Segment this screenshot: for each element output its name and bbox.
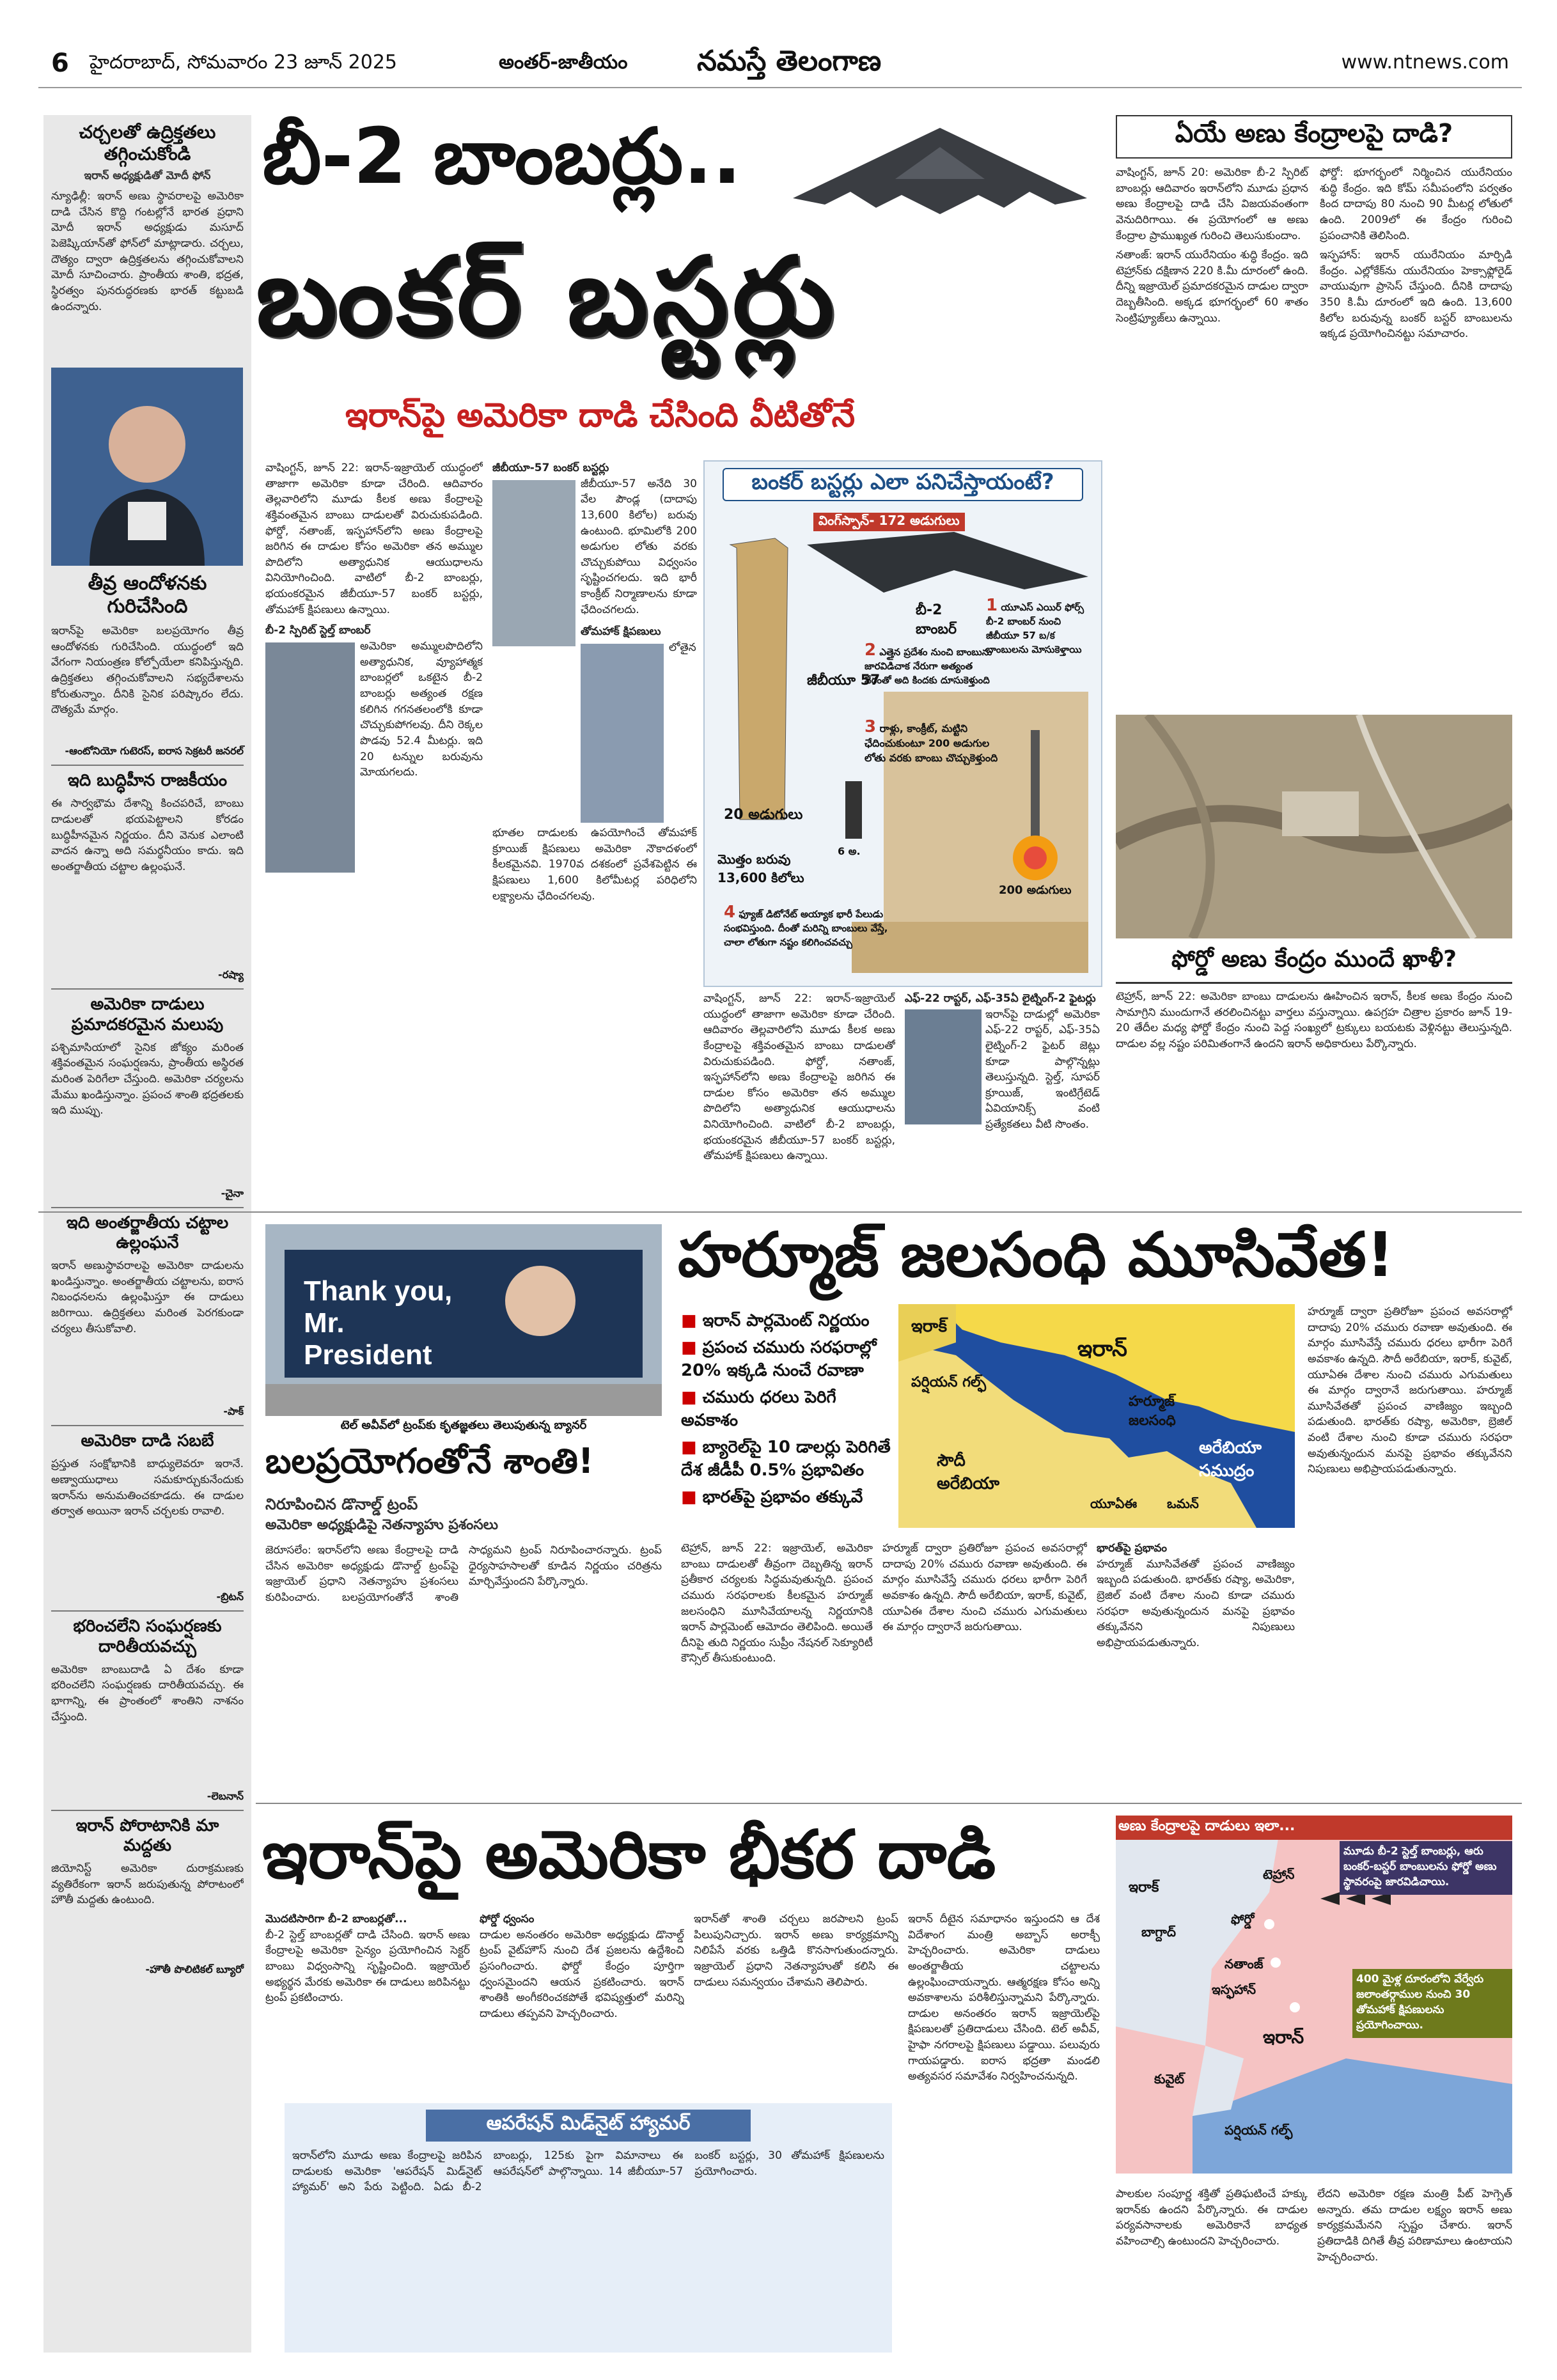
peace-story xyxy=(265,1224,662,1800)
bullet-3: ■ చమురు ధరలు పెరిగే అవకాశం xyxy=(681,1388,892,1434)
main-deck: ఇరాన్‌పై అమెరికా దాడి చేసింది వీటితోనే xyxy=(345,396,856,435)
attack-body-1: బీ-2 స్టెల్త్ బాంబర్లతో దాడి చేసింది. ఇరాన్ అణు కేంద్రాలపై అమెరికా సైన్యం ప్రయోగించిన సెక్టర్ బాంబు విధ్వంసాన్ని సృష్టించింది. ఇజ్రాయెల్ అభ్యర్థన మేరకు అమెరికా ఈ దాడులు జరిపినట్టు ట్రంప్ ప్రకటించారు. xyxy=(265,1928,470,2005)
main-body-col4 xyxy=(905,991,1100,1202)
main-body-col1 xyxy=(265,460,483,1202)
main-headline-2: బంకర్ బస్టర్లు xyxy=(256,234,838,361)
hormuz-headline: హర్మూజ్ జలసంధి మూసివేత! xyxy=(678,1219,1395,1291)
s8-body: జియోనిస్ట్ అమెరికా దురాక్రమణకు వ్యతిరేకంగా ఇరాన్ జరుపుతున్న పోరాటంలో హౌతీ మద్దతు ఉంటుంది. xyxy=(51,1862,244,1907)
peace-deck-2: అమెరికా అధ్యక్షుడిపై నెతన్యాహు ప్రశంసలు xyxy=(265,1517,498,1533)
page-number: 6 xyxy=(51,49,69,78)
attack-body-2: దాడుల అనంతరం అమెరికా అధ్యక్షుడు డొనాల్డ్ ట్రంప్ వైట్‌హౌస్ నుంచి దేశ ప్రజలను ఉద్దేశించి ప్రసంగించారు. ఫోర్డో కేంద్రం పూర్తిగా ధ్వంసమైందని ఆయన ప్రకటించారు. ఇరాన్ శాంతికి అంగీకరించకపోతే భవిష్యత్తులో మరిన్ని దాడులు తప్పవని హెచ్చరించారు. xyxy=(480,1928,684,2020)
attack-map xyxy=(1116,1816,1512,2174)
attack-col2 xyxy=(480,1911,684,2097)
s8-headline: ఇరాన్ పోరాటానికి మా మద్దతు xyxy=(75,1816,219,1855)
peace-headline: బలప్రయోగంతోనే శాంతి! xyxy=(265,1441,594,1481)
s7-headline: భరించలేని సంఘర్షణకు దారితీయవచ్చు xyxy=(73,1617,222,1656)
attack-body-6: పాలకుల సంపూర్ణ శక్తితో ప్రతిఘటించే హక్కు ఇరాన్‌కు ఉందని పేర్కొన్నారు. ఈ దాడుల పర్యవసానాలకు అమెరికానే బాధ్యత వహించాల్సి ఉంటుందని హెచ్చరించారు. xyxy=(1116,2188,1308,2248)
s2-body: ఇరాన్‌పై అమెరికా బలప్రయోగం తీవ్ర ఆందోళనకు గురిచేసింది. యుద్ధంలో ఇది వేగంగా నియంత్రణ కోల్పోయేలా కనిపిస్తున్నది. ఉద్రిక్తతలు తగ్గించుకోవాలని సభ్యదేశాలను కోరుతున్నాం. దీనికి సైనిక పరిష్కారం లేదు. దౌత్యమే మార్గం. xyxy=(51,625,244,717)
s3-body: ఈ సార్వభౌమ దేశాన్ని కించపరిచే, బాంబు దాడులతో భయపెట్టాలని కోరడం బుద్ధిహీనమైన నిర్ణయం. దీని వెనుక ఎలాంటి వాదన ఉన్నా అది సమర్థనీయం కాదు. ఇది అంతర్జాతీయ చట్టాల ఉల్లంఘనే. xyxy=(51,797,244,873)
s6-quote: -బ్రిటన్ xyxy=(216,1591,244,1603)
s7-body: అమెరికా బాంబుదాడి ఏ దేశం కూడా భరించలేని సంఘర్షణకు దారితీయవచ్చు. ఈ భాగాన్ని, ఈ ప్రాంతంలో శాంతిని నాశనం చేస్తుంది. xyxy=(51,1663,244,1723)
f22-label: ఎఫ్-22 రాప్టర్, ఎఫ్-35ఏ లైట్నింగ్-2 ఫైటర్లు xyxy=(905,992,1096,1005)
section-name: అంతర్-జాతీయం xyxy=(499,51,628,74)
step-3: 3 రాళ్లు, కాంక్రీట్, మట్టిని ఛేదించుకుంటూ 200 అడుగుల లోతు వరకు బాంబు చొచ్చుకెళ్తుంది xyxy=(865,717,998,764)
portrait-image xyxy=(51,368,243,566)
map-iraq: ఇరాక్ xyxy=(911,1317,948,1336)
depth-label: 200 అడుగులు xyxy=(999,883,1072,897)
hormuz-body-5: హర్మూజ్ మూసివేతతో ప్రపంచ వాణిజ్యం ఇబ్బంది పడుతుంది. భారత్‌కు రష్యా, అమెరికా, బ్రెజిల్ వంటి దేశాల నుంచి కూడా చమురు సరఫరా అవుతున్నందున మనపై ప్రభావం తక్కువేనని నిపుణులు అభిప్రాయపడుతున్నారు. xyxy=(1308,1384,1512,1476)
left-column xyxy=(43,115,251,2353)
peace-body: జెరూసలేం: ఇరాన్‌లోని అణు కేంద్రాలపై దాడి చేసిన అమెరికా అధ్యక్షుడు డొనాల్డ్ ట్రంప్‌పై ఇజ్రాయెల్ ప్రధాని నెతన్యాహు ప్రశంసలు కురిపించారు. బలప్రయోగంతోనే శాంతి సాధ్యమని ట్రంప్ నిరూపించారన్నారు. ట్రంప్ ధైర్యసాహసాలతో కూడిన నిర్ణయం చరిత్రను మార్చివేస్తుందని పేర్కొన్నారు. xyxy=(265,1544,662,1604)
b2-bomber-image xyxy=(786,102,1093,249)
s3-quote: -రష్యా xyxy=(218,968,244,981)
fordo-text: ఫోర్డో: భూగర్భంలో నిర్మించిన యురేనియం శుద్ధి కేంద్రం. ఇది కోమ్ సమీపంలోని పర్వతం కింద దాదాపు 80 నుంచి 90 మీటర్ల లోతులో ఉంది. 2009లో ఈ కేంద్రం గురించి ప్రపంచానికి తెలిసింది. xyxy=(1320,166,1512,242)
hormuz-body-col4 xyxy=(1308,1304,1512,1796)
natanz-text: నతాంజ్: ఇరాన్ యురేనియం శుద్ధి కేంద్రం. ఇది టెహ్రాన్‌కు దక్షిణాన 220 కి.మీ దూరంలో ఉంది. దీన్ని ఇజ్రాయెల్ ప్రమాదకరమైన దాడుల ద్వారా దెబ్బతీసింది. అక్కడ భూగర్భంలో 60 శాతం సెంట్రిఫ్యూజ్‌లు ఉన్నాయి. xyxy=(1116,249,1308,325)
peace-deck-1: నిరూపించిన డొనాల్డ్ ట్రంప్ xyxy=(265,1495,418,1513)
main-body-1: వాషింగ్టన్, జూన్ 22: ఇరాన్-ఇజ్రాయెల్ యుద్ధంలో తాజాగా అమెరికా కూడా చేరింది. ఆదివారం తెల్లవారిలోని మూడు కీలక అణు కేంద్రాలపై శక్తివంతమైన బాంబు దాడులతో విరుచుకుపడింది. ఫోర్డో, నతాంజ్, ఇస్ఫహాన్‌లోని అణు కేంద్రాలపై జరిగిన ఈ దాడుల కోసం అమెరికా తన అమ్ముల పొదిలోని అత్యాధునిక ఆయుధాలను వినియోగించింది. వాటిలో బీ-2 బాంబర్లు, భయంకరమైన జీబీయూ-57 బంకర్ బస్టర్లు, తోమహాక్ క్షిపణులు ఉన్నాయి. xyxy=(265,462,483,616)
banner-text: Thank you, Mr. President xyxy=(304,1275,453,1371)
map-gulf: పర్షియన్ గల్ఫ్ xyxy=(911,1374,986,1390)
hormuz-body-1: టెహ్రాన్, జూన్ 22: ఇజ్రాయెల్, అమెరికా బాంబు దాడులతో తీవ్రంగా దెబ్బతిన్న ఇరాన్ ప్రతీకార చర్యలకు సిద్ధమవుతున్నది. ప్రపంచ చమురు సరఫరాలకు కీలకమైన హర్మూజ్ జలసంధిని మూసివేయాలన్న నిర్ణయానికి ఇరాన్ పార్లమెంట్ ఆమోదం తెలిపింది. అయితే దీనిపై తుది నిర్ణయం సుప్రీం నేషనల్ సెక్యూరిటీ కౌన్సిల్ తీసుకుంటుంది. xyxy=(681,1542,873,1665)
step-2: 2 ఎత్తైన ప్రదేశం నుంచి బాంబును జారవిడిచాక నేరుగా అత్యంత వేగంతో అది కిందకు దూసుకెళ్తుంది xyxy=(865,641,992,686)
b2-body: అమెరికా అమ్ములపొదిలోని అత్యాధునిక, వ్యూహాత్మక బాంబర్లలో ఒకటైన బీ-2 బాంబర్లు అత్యంత రక్షణ కలిగిన గగనతలంలోకి కూడా చొచ్చుకుపోగలవు. దీని రెక్కల పొడవు 52.4 మీటర్లు. ఇది 20 టన్నుల బరువును మోయగలదు. xyxy=(360,640,483,779)
hormuz-body-col2 xyxy=(882,1541,1087,1796)
map-saudi: సౌదీ అరేబియా xyxy=(937,1451,1000,1493)
gbu-body: జీబీయూ-57 అనేది 30 వేల పౌండ్ల (దాదాపు 13,600 కిలోల) బరువు ఉంటుంది. భూమిలోకి 200 అడుగుల లోతు వరకు చొచ్చుకుపోయి విధ్వంసం సృష్టించగలదు. ఇది భారీ కాంక్రీట్ నిర్మాణాలను కూడా ఛేదించగలదు. xyxy=(581,477,697,616)
attack-col6 xyxy=(1317,2186,1512,2353)
f22-body: ఇరాన్‌పై దాడుల్లో అమెరికా ఎఫ్-22 రాప్టర్, ఎఫ్-35ఏ లైట్నింగ్-2 ఫైటర్ జెట్లు కూడా పాల్గొన్నట్లు తెలుస్తున్నది. స్టెల్త్, సూపర్ క్రూయిజ్, ఇంటిగ్రేటెడ్ ఏవియానిక్స్ వంటి ప్రత్యేకతలు వీటి సొంతం. xyxy=(985,1007,1100,1132)
site-url[interactable]: www.ntnews.com xyxy=(1341,51,1509,74)
bomb-weight: మొత్తం బరువు 13,600 కిలోలు xyxy=(717,852,804,885)
attack-col3 xyxy=(694,1911,898,2097)
gbu-tag: జీబీయూ 57 xyxy=(807,673,880,688)
hormuz-body-2: హర్మూజ్ ద్వారా ప్రతిరోజూ ప్రపంచ అవసరాల్లో దాదాపు 20% చమురు రవాణా అవుతుంది. ఈ మార్గం మూసివేస్తే చమురు ధరలు భారీగా పెరిగే అవకాశం ఉన్నది. సౌదీ అరేబియా, ఇరాక్, కువైట్, యూఏఈ దేశాల నుంచి చమురు ఎగుమతులు ఈ మార్గం ద్వారానే జరుగుతాయి. xyxy=(882,1542,1087,1634)
main-body-col2 xyxy=(492,460,697,1202)
attack-col5 xyxy=(1116,2186,1308,2353)
map-baghdad: బాగ్దాద్ xyxy=(1141,1924,1176,1940)
map-kuwait: కువైట్ xyxy=(1154,2071,1185,2087)
s5-body: ఇరాన్ అణుస్థావరాలపై అమెరికా దాడులను ఖండిస్తున్నాం. అంతర్జాతీయ చట్టాలను, ఐరాస నిబంధనలను ఉల్లంఘిస్తూ ఈ దాడులు జరిగాయి. ఉద్రిక్తతలు మరింత పెరగకుండా చర్యలు తీసుకోవాలి. xyxy=(51,1259,244,1335)
step-1: 1 యూఎస్ ఎయిర్ ఫోర్స్ బీ-2 బాంబర్ నుంచి జీబీయూ 57 బ/క బాంబులను మోసుకెళ్తాయి xyxy=(986,596,1084,655)
map-uae: యూఏఈ xyxy=(1090,1496,1138,1511)
fordo-body: టెహ్రాన్, జూన్ 22: అమెరికా బాంబు దాడులను ఊహించిన ఇరాన్, కీలక అణు కేంద్రం నుంచి సామాగ్రిని ముందుగానే తరలించినట్టు వార్తలు వస్తున్నాయి. ఉపగ్రహ చిత్రాల ప్రకారం జూన్ 19-20 తేదీల మధ్య ఫోర్డో కేంద్రం నుంచి పెద్ద సంఖ్యలో ట్రక్కులు బయటకు వెళ్లినట్టు తెలుస్తున్నది. దాడుల వల్ల నష్టం పరిమితంగానే ఉందని ఇరాన్ అధికారులు పేర్కొన్నారు. xyxy=(1116,990,1512,1050)
hormuz-bullets xyxy=(681,1307,892,1514)
s2-quote: -ఆంటోనియో గుటెరస్, ఐరాస సెక్రటరీ జనరల్ xyxy=(65,745,244,758)
hormuz-map xyxy=(898,1304,1295,1528)
peace-photo-caption: టెల్ అవీవ్‌లో ట్రంప్‌కు కృతజ్ఞతలు తెలుపుతున్న బ్యానర్ xyxy=(340,1419,587,1432)
hormuz-body-4: హర్మూజ్ ద్వారా ప్రతిరోజూ ప్రపంచ అవసరాల్లో దాదాపు 20% చమురు రవాణా అవుతుంది. ఈ మార్గం మూసివేస్తే చమురు ధరలు భారీగా పెరిగే అవకాశం ఉన్నది. సౌదీ అరేబియా, ఇరాక్, కువైట్, యూఏఈ దేశాల నుంచి చమురు ఎగుమతులు ఈ మార్గం ద్వారానే జరుగుతాయి. xyxy=(1308,1305,1512,1397)
step-2-text: ఎత్తైన ప్రదేశం నుంచి బాంబును జారవిడిచాక నేరుగా అత్యంత వేగంతో అది కిందకు దూసుకెళ్తుంది xyxy=(865,646,992,686)
b2-tag: బీ-2 బాంబర్ xyxy=(916,602,957,637)
s5-headline: ఇది అంతర్జాతీయ చట్టాల ఉల్లంఘనే xyxy=(66,1213,229,1252)
map-gulf-2: పర్షియన్ గల్ఫ్ xyxy=(1224,2122,1293,2138)
map-box-2: 400 మైళ్ల దూరంలోని వేర్వేరు జలాంతర్గాముల నుంచి 30 తోమహాక్ క్షిపణులను ప్రయోగించాయి. xyxy=(1352,1969,1512,2038)
infographic-title: బంకర్ బస్టర్లు ఎలా పనిచేస్తాయంటే? xyxy=(723,468,1083,501)
bullet-1: ■ ఇరాన్ పార్లమెంట్ నిర్ణయం xyxy=(681,1311,892,1334)
masthead: నమస్తే తెలంగాణ xyxy=(697,45,882,77)
divider xyxy=(38,1211,1522,1213)
peace-photo xyxy=(265,1224,662,1416)
map-iraq-2: ఇరాక్ xyxy=(1129,1879,1159,1895)
hormuz-body-3: హర్మూజ్ మూసివేతతో ప్రపంచ వాణిజ్యం ఇబ్బంది పడుతుంది. భారత్‌కు రష్యా, అమెరికా, బ్రెజిల్ వంటి దేశాల నుంచి కూడా చమురు సరఫరా అవుతున్నందున మనపై ప్రభావం తక్కువేనని నిపుణులు అభిప్రాయపడుతున్నారు. xyxy=(1097,1557,1295,1649)
map-hormuz: హర్మూజ్ జలసంధి xyxy=(1129,1394,1176,1429)
map-isfahan: ఇస్ఫహాన్ xyxy=(1212,1982,1256,1997)
toma-label: తోమహాక్ క్షిపణులు xyxy=(581,625,661,639)
gbu-photo xyxy=(492,480,575,646)
right-body-wrap xyxy=(1116,165,1512,708)
map-fordo: ఫోర్డో xyxy=(1231,1911,1255,1927)
india-impact-head: భారత్‌పై ప్రభావం xyxy=(1097,1542,1168,1555)
attack-body-7: లేదని అమెరికా రక్షణ మంత్రి పీట్ హెగ్సెత్ అన్నారు. తమ దాడుల లక్ష్యం ఇరాన్ అణు కార్యక్రమమేనని స్పష్టం చేశారు. ఇరాన్ ప్రతిదాడికి దిగితే తీవ్ర పరిణామాలు ఉంటాయని హెచ్చరించారు. xyxy=(1317,2188,1512,2264)
map-box-1: మూడు బీ-2 స్టెల్త్ బాంబర్లు, ఆరు బంకర్-బస్టర్ బాంబులను ఫోర్డో అణు స్థావరంపై జారవిడిచాయి. xyxy=(1340,1841,1512,1895)
person-height: 6 అ. xyxy=(838,845,861,857)
operation-box xyxy=(285,2103,892,2353)
main-headline-1: బీ-2 బాంబర్లు.. xyxy=(262,113,742,201)
attack-headline: ఇరాన్‌పై అమెరికా భీకర దాడి xyxy=(262,1816,996,1894)
s1-subhead: ఇరాన్ అధ్యక్షుడితో మోదీ ఫోన్ xyxy=(84,169,211,183)
attack-body-3: ఇరాన్‌తో శాంతి చర్చలు జరపాలని ట్రంప్ పిలుపునిచ్చారు. ఇరాన్ అణు కార్యక్రమాన్ని నిలిపేసే వరకు ఒత్తిడి కొనసాగుతుందన్నారు. ఇజ్రాయెల్ ప్రధాని నెతన్యాహుతో కలిసి ఈ దాడులు సమన్వయం చేశామని తెలిపారు. xyxy=(694,1913,898,1989)
map-iran-2: ఇరాన్ xyxy=(1263,2026,1304,2048)
s6-headline: అమెరికా దాడి సబబే xyxy=(81,1431,214,1451)
s4-body: పశ్చిమాసియాలో సైనిక జోక్యం మరింత శక్తివంతమైన సంఘర్షణను, ప్రాంతీయ అస్థిరత మరింత పెరిగేలా చేస్తుంది. అమెరికా చర్యలను మేము ఖండిస్తున్నాం. ప్రపంచ శాంతి భద్రతలకు ఇది ముప్పు. xyxy=(51,1041,244,1117)
step-4: 4 ఫ్యూజ్ డిటోనేట్ అయ్యాక భారీ పేలుడు సంభవిస్తుంది. దీంతో మరిన్ని బాంబులు వేస్తే, చాలా లోతుగా నష్టం కలిగించవచ్చు xyxy=(724,903,888,948)
main-body-3: వాషింగ్టన్, జూన్ 22: ఇరాన్-ఇజ్రాయెల్ యుద్ధంలో తాజాగా అమెరికా కూడా చేరింది. ఆదివారం తెల్లవారిలోని మూడు కీలక అణు కేంద్రాలపై శక్తివంతమైన బాంబు దాడులతో విరుచుకుపడింది. ఫోర్డో, నతాంజ్, ఇస్ఫహాన్‌లోని అణు కేంద్రాలపై జరిగిన ఈ దాడుల కోసం అమెరికా తన అమ్ముల పొదిలోని అత్యాధునిక ఆయుధాలను వినియోగించింది. వాటిలో బీ-2 బాంబర్లు, భయంకరమైన జీబీయూ-57 బంకర్ బస్టర్లు, తోమహాక్ క్షిపణులు ఉన్నాయి. xyxy=(703,992,895,1163)
bullet-2: ■ ప్రపంచ చమురు సరఫరాల్లో 20% ఇక్కడి నుంచే రవాణా xyxy=(681,1338,892,1384)
attack-body-4: ఇరాన్ దీటైన సమాధానం ఇస్తుందని ఆ దేశ విదేశాంగ మంత్రి అబ్బాస్ అరాక్చీ హెచ్చరించారు. అమెరికా దాడులు అంతర్జాతీయ చట్టాలను ఉల్లంఘించాయన్నారు. ఆత్మరక్షణ కోసం అన్ని అవకాశాలను పరిశీలిస్తున్నామని పేర్కొన్నారు. xyxy=(908,1913,1100,2005)
isfahan-text: ఇస్ఫహాన్: ఇరాన్ యురేనియం మార్పిడి కేంద్రం. ఎల్లోకేక్‌ను యురేనియం హెక్సాఫ్లోరైడ్ వాయువుగా ప్రాసెస్ చేస్తుంది. దీనికి దాదాపు 350 కి.మీ దూరంలో ఇది ఉంది. 13,600 కిలోల బరువున్న బంకర్ బస్టర్ బాంబులను ఇక్కడ ప్రయోగించినట్టు సమాచారం. xyxy=(1320,249,1512,341)
f22-photo xyxy=(905,1009,982,1124)
s4-quote: -చైనా xyxy=(221,1186,244,1199)
right-column xyxy=(1116,115,1512,1202)
map-natanz: నతాంజ్ xyxy=(1224,1956,1264,1972)
operation-body: ఇరాన్‌లోని మూడు అణు కేంద్రాలపై జరిపిన దాడులకు అమెరికా 'ఆపరేషన్ మిడ్‌నైట్ హ్యామర్' అని పేరు పెట్టింది. ఏడు బీ-2 బాంబర్లు, 125కు పైగా విమానాలు ఈ ఆపరేషన్‌లో పాల్గొన్నాయి. 14 జీబీయూ-57 బంకర్ బస్టర్లు, 30 తోమహాక్ క్షిపణులను ప్రయోగించారు. xyxy=(292,2149,884,2194)
map-oman: ఒమన్ xyxy=(1167,1496,1199,1511)
bullet-5: ■ భారత్‌పై ప్రభావం తక్కువే xyxy=(681,1488,892,1511)
bomb-length: 20 అడుగులు xyxy=(724,807,803,823)
s4-headline: అమెరికా దాడులు ప్రమాదకరమైన మలుపు xyxy=(71,995,224,1034)
fordo-heading: ఫోర్డో అణు కేంద్రం ముందే ఖాళీ? xyxy=(1116,942,1512,984)
bunker-buster-infographic xyxy=(703,460,1102,987)
tomahawk-photo xyxy=(581,644,664,823)
gbu-label: జీబీయూ-57 బంకర్ బస్టర్లు xyxy=(492,462,609,474)
divider-2 xyxy=(256,1803,1522,1804)
s6-body: ప్రస్తుత సంక్షోభానికి బాధ్యులెవరూ ఇరానే. అణ్వాయుధాలు సమకూర్చుకునేందుకు ఇరాన్‌ను అనుమతించకూడదు. ఈ దాడుల తర్వాత అయినా ఇరాన్ చర్చలకు రావాలి. xyxy=(51,1458,244,1518)
b2-label: బీ-2 స్పిరిట్ స్టెల్త్ బాంబర్ xyxy=(265,624,371,637)
fordo-destroyed-sub: ఫోర్డో ధ్వంసం xyxy=(480,1913,535,1925)
main-body-col3 xyxy=(703,991,895,1202)
dateline: హైదరాబాద్, సోమవారం 23 జూన్ 2025 xyxy=(90,51,398,74)
step-1-text: యూఎస్ ఎయిర్ ఫోర్స్ బీ-2 బాంబర్ నుంచి జీబీయూ 57 బ/క బాంబులను మోసుకెళ్తాయి xyxy=(986,602,1084,655)
b2-photo xyxy=(265,642,355,873)
map-tehran: టెహ్రాన్ xyxy=(1263,1867,1295,1882)
attack-first-sub: మొదటిసారిగా బీ-2 బాంబర్లతో... xyxy=(265,1913,407,1925)
hormuz-body-col3 xyxy=(1097,1541,1295,1796)
hormuz-body-col1 xyxy=(681,1541,873,1796)
s8-quote: -హౌతీ పొలిటికల్ బ్యూరో xyxy=(145,1963,244,1976)
s3-headline: ఇది బుద్ధిహీన రాజకీయం xyxy=(67,771,228,791)
s1-headline: చర్చలతో ఉద్రిక్తతలు తగ్గించుకోండి xyxy=(79,121,216,164)
attack-col4 xyxy=(908,1911,1100,2353)
right-heading: ఏయే అణు కేంద్రాలపై దాడి? xyxy=(1116,115,1512,159)
map-iran: ఇరాన్ xyxy=(1077,1336,1127,1362)
operation-title: ఆపరేషన్ మిడ్‌నైట్ హ్యామర్ xyxy=(426,2110,751,2142)
s1-body: న్యూఢిల్లీ: ఇరాన్ అణు స్థావరాలపై అమెరికా దాడి చేసిన కొద్ది గంటల్లోనే భారత ప్రధాని మోదీ ఇరాన్ అధ్యక్షుడు మసూద్ పెజెష్కియాన్‌తో ఫోన్‌లో మాట్లాడారు. చర్చలు, దౌత్యం ద్వారా ఉద్రిక్తతలను తగ్గించుకోవాలని మోదీ సూచించారు. ప్రాంతీయ శాంతి, భద్రత, స్థిరత్వం పునరుద్ధరణకు భారత్ కట్టుబడి ఉందన్నారు. xyxy=(51,190,244,313)
step-3-text: రాళ్లు, కాంక్రీట్, మట్టిని ఛేదించుకుంటూ 200 అడుగుల లోతు వరకు బాంబు చొచ్చుకెళ్తుంది xyxy=(865,722,998,764)
map-arabian-sea: అరేబియా సముద్రం xyxy=(1199,1438,1262,1481)
s7-quote: -లెబనాన్ xyxy=(207,1789,244,1802)
bullet-4: ■ బ్యారెల్‌పై 10 డాలర్లు పెరిగితే దేశ జీడీపీ 0.5% ప్రభావితం xyxy=(681,1438,892,1484)
attack-body-5: దాడుల అనంతరం ఇరాన్ ఇజ్రాయెల్‌పై క్షిపణులతో ప్రతిదాడులు చేసింది. టెల్ అవీవ్, హైఫా నగరాలపై క్షిపణులు పడ్డాయి. పలువురు గాయపడ్డారు. ఐరాస భద్రతా మండలి అత్యవసర సమావేశం నిర్వహించనున్నది. xyxy=(908,2007,1100,2083)
toma-body: లోతైన భూతల దాడులకు ఉపయోగించే తోమహాక్ క్రూయిజ్ క్షిపణులు అమెరికా నౌకాదళంలో కీలకమైనవి. 1970వ దశకంలో ప్రవేశపెట్టిన ఈ క్షిపణులు 1,600 కిలోమీటర్ల పరిధిలోని లక్ష్యాలను ఛేదించగలవు. xyxy=(492,641,697,903)
s5-quote: -పాక్ xyxy=(223,1405,244,1418)
wingspan-label: వింగ్‌స్పాన్- 172 అడుగులు xyxy=(813,513,965,531)
satellite-image xyxy=(1116,715,1512,938)
s2-headline: తీవ్ర ఆందోళనకు గురిచేసింది xyxy=(88,572,207,618)
step-4-text: ఫ్యూజ్ డిటోనేట్ అయ్యాక భారీ పేలుడు సంభవిస్తుంది. దీంతో మరిన్ని బాంబులు వేస్తే, చాలా లోతుగా నష్టం కలిగించవచ్చు xyxy=(724,908,888,948)
right-body: వాషింగ్టన్, జూన్ 20: అమెరికా బీ-2 స్పిరిట్ బాంబర్లు ఆదివారం ఇరాన్‌లోని మూడు ప్రధాన అణు కేంద్రాలపై దాడి చేసి విజయవంతంగా వెనుదిరిగాయి. ఈ ప్రయోగంలో ఆ అణు కేంద్రాల ప్రాముఖ్యత గురించి తెలుసుకుందాం. xyxy=(1116,166,1308,242)
page-header xyxy=(38,42,1522,88)
guterres-photo xyxy=(51,368,243,566)
attack-map-title: అణు కేంద్రాలపై దాడులు ఇలా... xyxy=(1116,1816,1512,1840)
